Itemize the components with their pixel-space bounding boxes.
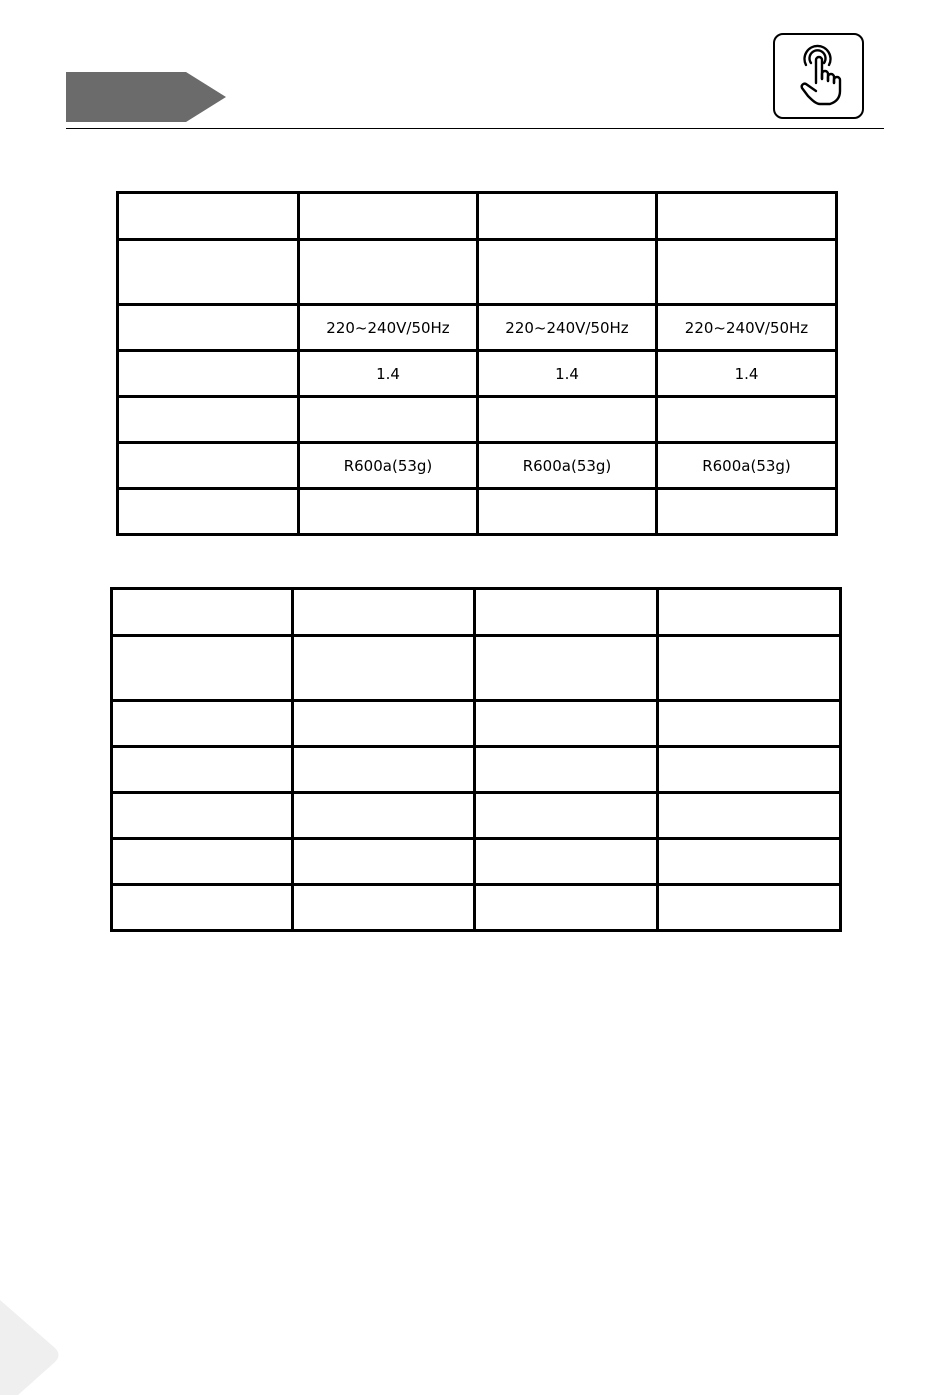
table-cell: R600a(53g) [478, 443, 657, 489]
table-cell [478, 193, 657, 240]
table-row [112, 885, 841, 931]
table-row [118, 443, 837, 489]
table-cell [478, 240, 657, 305]
table-cell [475, 747, 658, 793]
table-cell [112, 589, 293, 636]
table-cell: R600a(53g) [657, 443, 837, 489]
table-row [118, 351, 837, 397]
table-cell [657, 193, 837, 240]
table-cell: R600a(53g) [299, 443, 478, 489]
table-cell: 220~240V/50Hz [299, 305, 478, 351]
table-cell [657, 489, 837, 535]
table-cell [118, 240, 299, 305]
spec-table-1 [116, 191, 838, 536]
table-cell: 1.4 [299, 351, 478, 397]
table-cell [475, 636, 658, 701]
table-row [118, 240, 837, 305]
table-cell [478, 397, 657, 443]
table-row [112, 636, 841, 701]
table-cell [478, 489, 657, 535]
header-divider [66, 128, 884, 129]
table-cell [293, 701, 475, 747]
table-row [112, 839, 841, 885]
table-cell [658, 589, 841, 636]
section-tab-marker [66, 72, 226, 122]
table-cell: 1.4 [478, 351, 657, 397]
table-cell: 220~240V/50Hz [478, 305, 657, 351]
table-cell [293, 793, 475, 839]
table-cell [299, 489, 478, 535]
spec-table-2 [110, 587, 842, 932]
table-cell [293, 885, 475, 931]
table-cell [658, 636, 841, 701]
table-row [118, 305, 837, 351]
table-cell [657, 397, 837, 443]
table-cell [112, 747, 293, 793]
table-cell [112, 793, 293, 839]
table-cell [657, 240, 837, 305]
table-row [112, 589, 841, 636]
table-cell [118, 351, 299, 397]
table-row [118, 489, 837, 535]
table-row [112, 793, 841, 839]
table-row [112, 747, 841, 793]
table-cell [293, 839, 475, 885]
table-cell [658, 839, 841, 885]
table-cell [112, 839, 293, 885]
table-row [112, 701, 841, 747]
table-cell [299, 193, 478, 240]
table-cell [299, 240, 478, 305]
table-cell [118, 397, 299, 443]
page-corner-tab [0, 1300, 70, 1395]
table-cell [658, 793, 841, 839]
table-cell [293, 636, 475, 701]
touch-hand-icon [789, 43, 849, 109]
table-cell [118, 443, 299, 489]
touch-icon-button [773, 33, 864, 119]
table-cell [658, 747, 841, 793]
table-row [118, 397, 837, 443]
table-cell: 220~240V/50Hz [657, 305, 837, 351]
table-cell [112, 701, 293, 747]
table-cell [118, 489, 299, 535]
table-cell: 1.4 [657, 351, 837, 397]
table-cell [112, 636, 293, 701]
table-cell [658, 701, 841, 747]
table-cell [475, 701, 658, 747]
table-cell [118, 193, 299, 240]
table-cell [118, 305, 299, 351]
table-cell [299, 397, 478, 443]
table-cell [475, 793, 658, 839]
table-cell [293, 589, 475, 636]
table-cell [112, 885, 293, 931]
table-cell [475, 589, 658, 636]
table-cell [658, 885, 841, 931]
table-cell [293, 747, 475, 793]
table-row [118, 193, 837, 240]
table-cell [475, 885, 658, 931]
table-cell [475, 839, 658, 885]
